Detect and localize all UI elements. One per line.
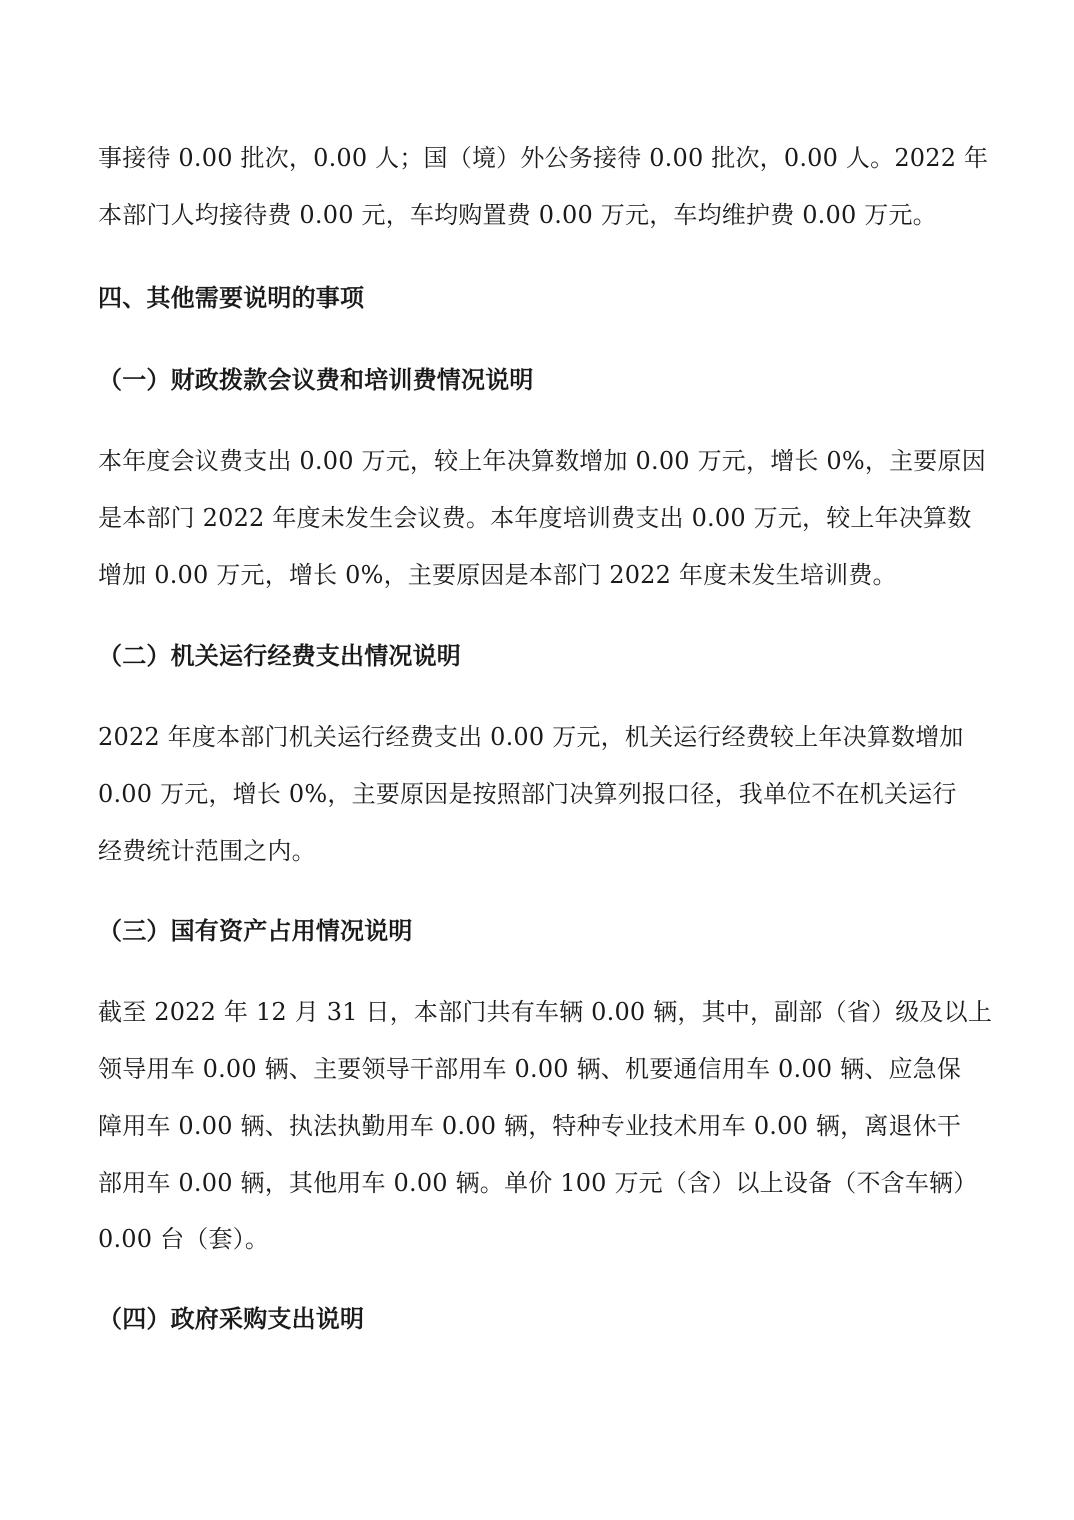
paragraph-line: 0.00 台（套）。: [98, 1225, 270, 1253]
subsection-heading: （一）财政拨款会议费和培训费情况说明: [98, 366, 534, 394]
paragraph-line: 事接待 0.00 批次，0.00 人；国（境）外公务接待 0.00 批次，0.00 人。2022 年: [98, 144, 989, 172]
paragraph-line: 截至 2022 年 12 月 31 日，本部门共有车辆 0.00 辆，其中，副部（省）级及以上: [98, 998, 993, 1026]
paragraph-line: 0.00 万元，增长 0%，主要原因是按照部门决算列报口径，我单位不在机关运行: [98, 780, 957, 808]
paragraph-line: 本年度会议费支出 0.00 万元，较上年决算数增加 0.00 万元，增长 0%，主要原因: [98, 447, 986, 475]
subsection-heading: （三）国有资产占用情况说明: [98, 917, 413, 945]
paragraph-line: 障用车 0.00 辆、执法执勤用车 0.00 辆，特种专业技术用车 0.00 辆，离退休干: [98, 1112, 962, 1140]
paragraph-line: 本部门人均接待费 0.00 元，车均购置费 0.00 万元，车均维护费 0.00 万元。: [98, 201, 937, 229]
paragraph-line: 是本部门 2022 年度未发生会议费。本年度培训费支出 0.00 万元，较上年决算数: [98, 504, 972, 532]
paragraph-line: 部用车 0.00 辆，其他用车 0.00 辆。单价 100 万元（含）以上设备（不含车辆）: [98, 1169, 978, 1197]
subsection-heading: （四）政府采购支出说明: [98, 1305, 365, 1333]
paragraph-line: 2022 年度本部门机关运行经费支出 0.00 万元，机关运行经费较上年决算数增加: [98, 723, 964, 751]
paragraph-line: 增加 0.00 万元，增长 0%，主要原因是本部门 2022 年度未发生培训费。: [98, 561, 897, 589]
paragraph-line: 领导用车 0.00 辆、主要领导干部用车 0.00 辆、机要通信用车 0.00 辆、应急保: [98, 1055, 962, 1083]
paragraph-line: 经费统计范围之内。: [98, 837, 316, 865]
subsection-heading: （二）机关运行经费支出情况说明: [98, 642, 461, 670]
section-heading: 四、其他需要说明的事项: [98, 284, 365, 312]
